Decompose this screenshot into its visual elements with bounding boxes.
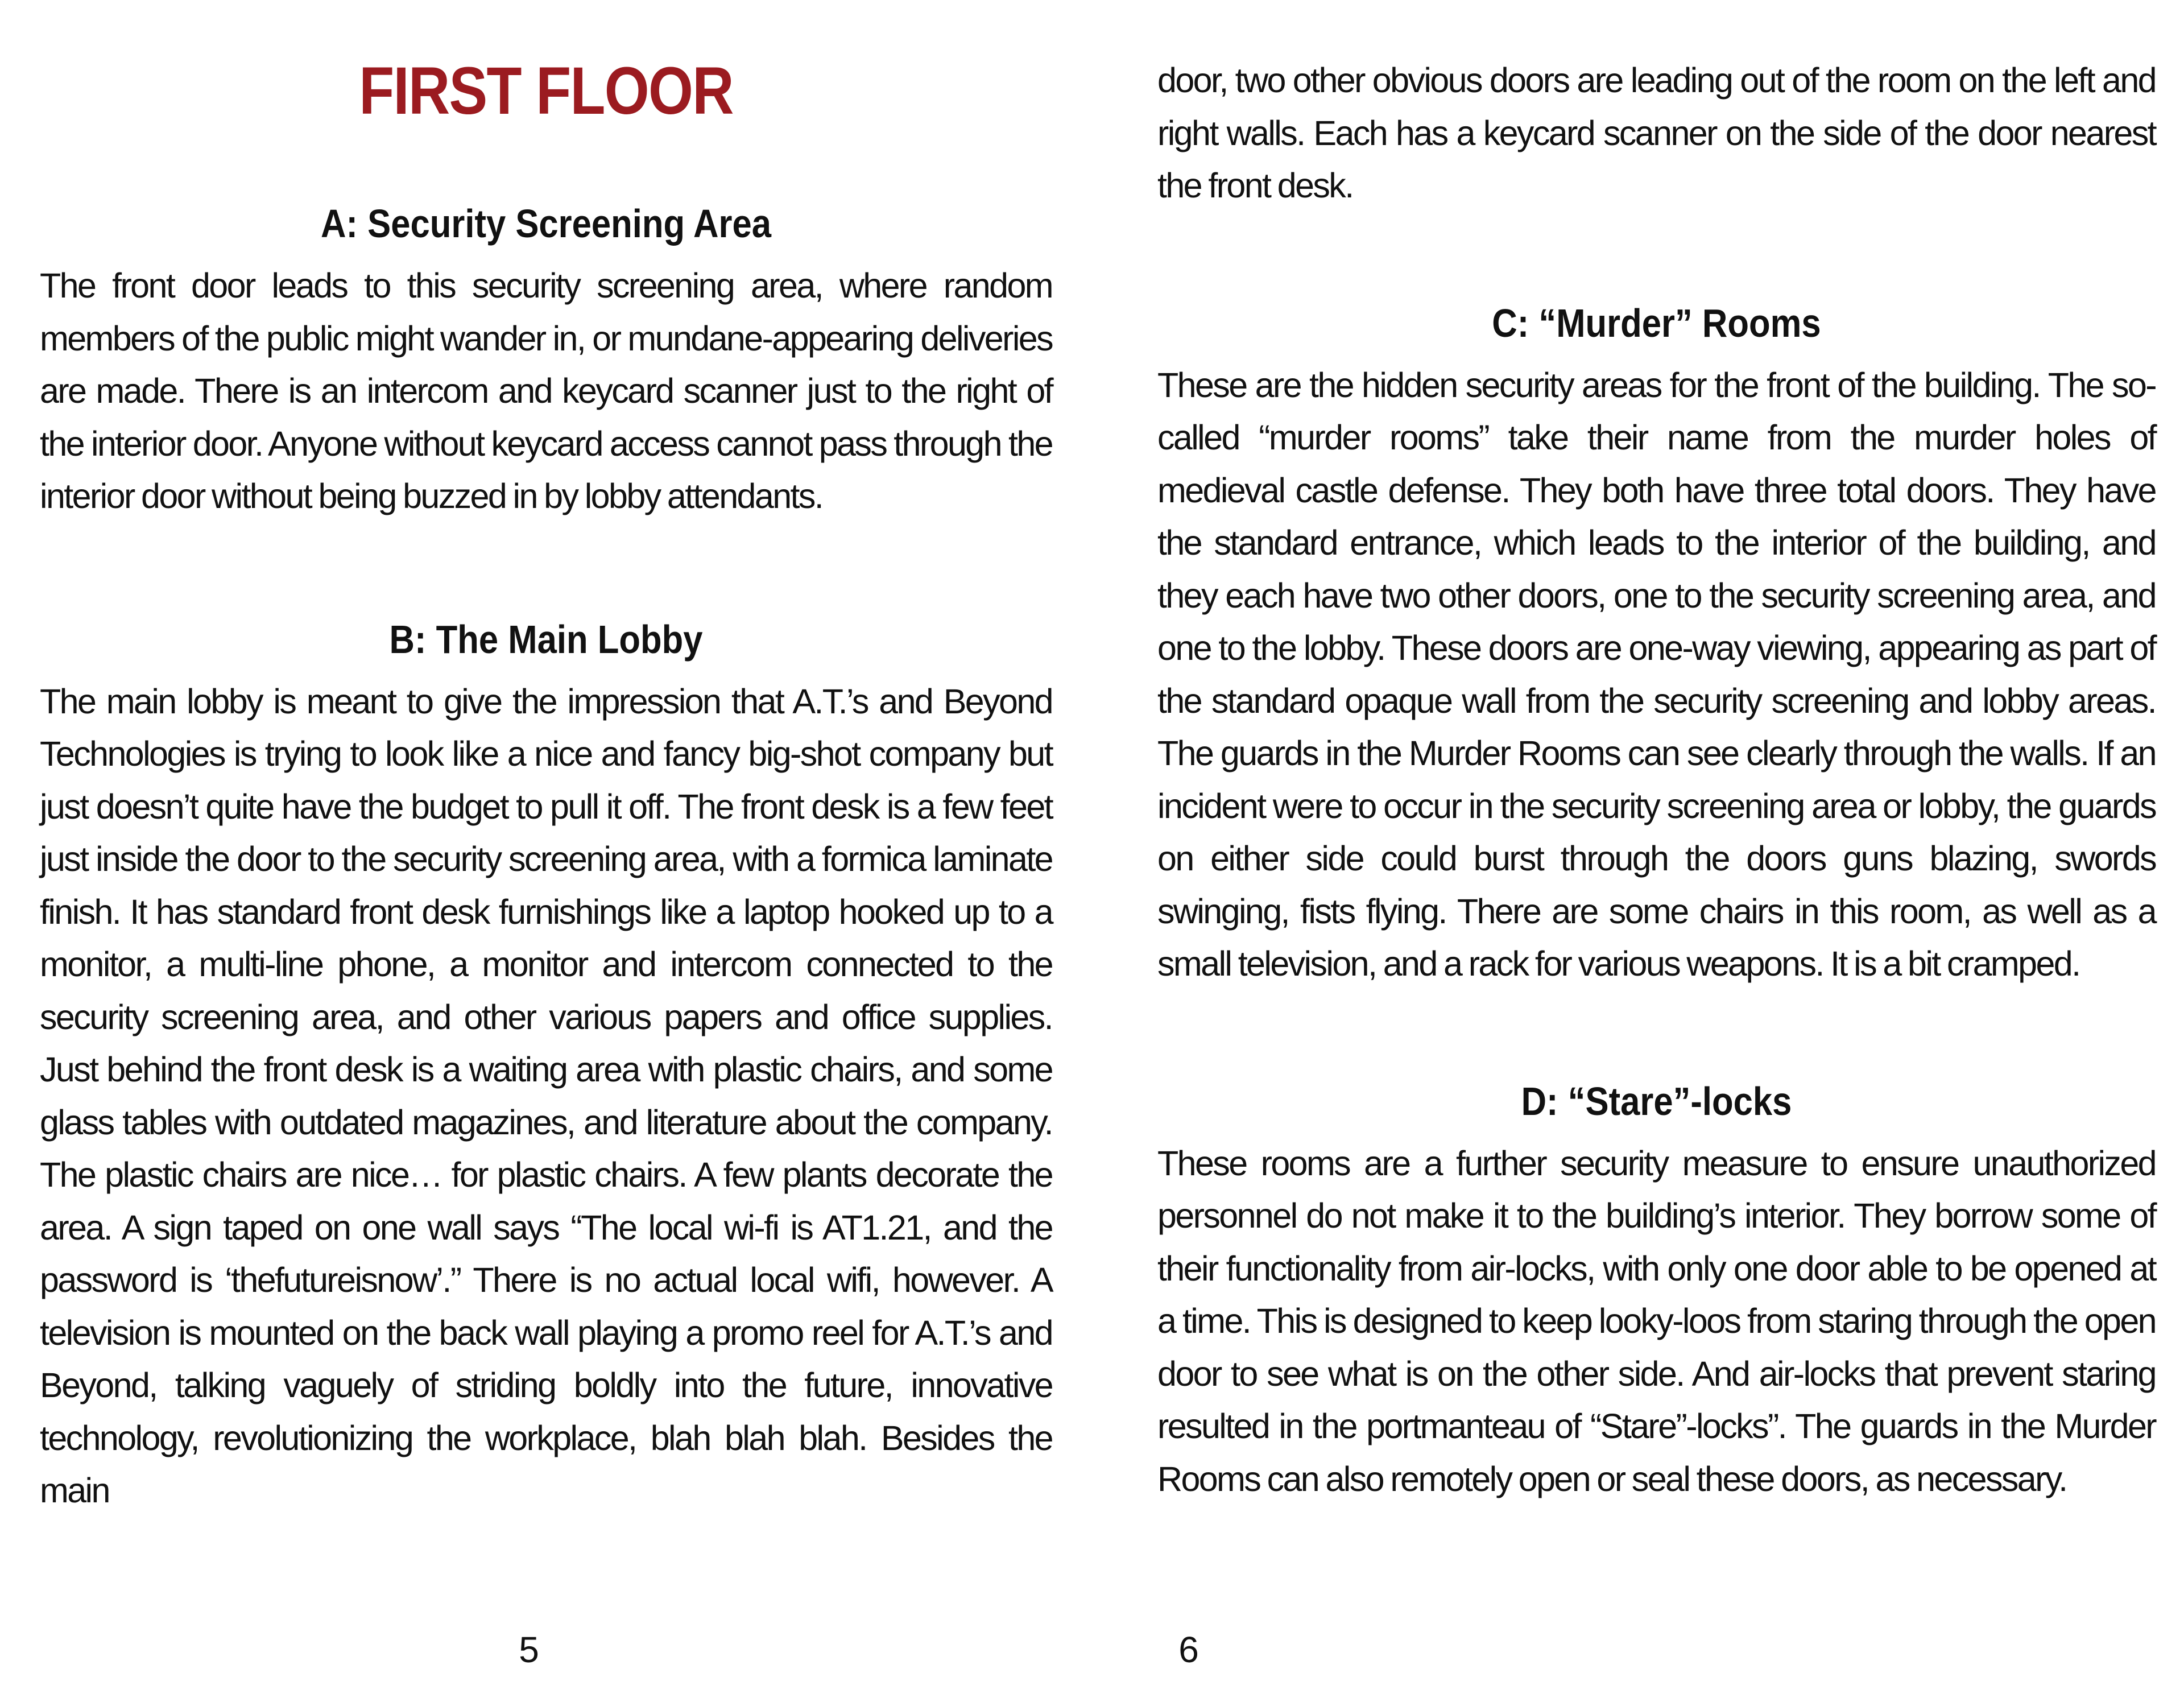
section-c-text: These are the hidden security areas for the front of the building. The so-called “murder rooms” take their name from the murder holes of medieval castle defense. They both have three total doors. They have the standard entrance, which leads to the interior of the building, and they each have two other doors, one to the security screening area, and one to the lobby. These doors are one-way viewing, appearing as part of the standard opaque wall from the security screening and lobby areas. The guards in the Murder Rooms can see clearly through the walls. If an incident were to occur in the security screening area or lobby, the guards on either side could burst through the doors guns blazing, swords swinging, fists flying. There are some chairs in this room, as well as a small television, and a rack for various weapons. It is a bit cramped. xyxy=(1157,365,2156,983)
page-number-left: 5 xyxy=(519,1629,539,1670)
page-number-right: 6 xyxy=(1178,1629,1199,1670)
section-a-heading: A: Security Screening Area xyxy=(321,201,771,246)
section-b-continued-text: door, two other obvious doors are leading out of the room on the left and right walls. Each has a keycard scanner on the side of the door nearest the front desk. xyxy=(1157,61,2156,205)
floor-title: FIRST FLOOR xyxy=(359,53,733,129)
section-b-text: The main lobby is meant to give the impression that A.T.’s and Beyond Technologies is trying to look like a nice and fancy big-shot company but just doesn’t quite have the budget to pull it off. The front desk is a few feet just inside the door to the security screening area, with a formica laminate finish. It has standard front desk furnishings like a laptop hooked up to a monitor, a multi-line phone, a monitor and intercom connected to the security screening area, and other various papers and office supplies. Just behind the front desk is a waiting area with plastic chairs, and some glass tables with outdated magazines, and literature about the company. The plastic chairs are nice… for plastic chairs. A few plants decorate the area. A sign taped on one wall says “The local wi-fi is AT1.21, and the password is ‘thefutureisnow’.” There is no actual local wifi, however. A television is mounted on the back wall playing a promo reel for A.T.’s and Beyond, talking vaguely of striding boldly into the future, innovative technology, revolutionizing the workplace, blah blah blah. Besides the main xyxy=(40,681,1052,1510)
section-b-heading: B: The Main Lobby xyxy=(389,617,703,662)
right-page xyxy=(1092,0,2184,1706)
section-c-heading: C: “Murder” Rooms xyxy=(1492,300,1821,345)
section-d-heading: D: “Stare”-locks xyxy=(1521,1079,1792,1123)
section-a-text: The front door leads to this security screening area, where random members of the public might wander in, or mundane-appearing deliveries are made. There is an intercom and keycard scanner just to the right of the interior door. Anyone without keycard access cannot pass through the interior door without being buzzed in by lobby attendants. xyxy=(40,266,1052,515)
section-d-text: These rooms are a further security measure to ensure unauthorized personnel do not make it to the building’s interior. They borrow some of their functionality from air-locks, with only one door able to be opened at a time. This is designed to keep looky-loos from staring through the open door to see what is on the other side. And air-locks that prevent staring resulted in the portmanteau of “Stare”-locks”. The guards in the Murder Rooms can also remotely open or seal these doors, as necessary. xyxy=(1157,1143,2156,1498)
